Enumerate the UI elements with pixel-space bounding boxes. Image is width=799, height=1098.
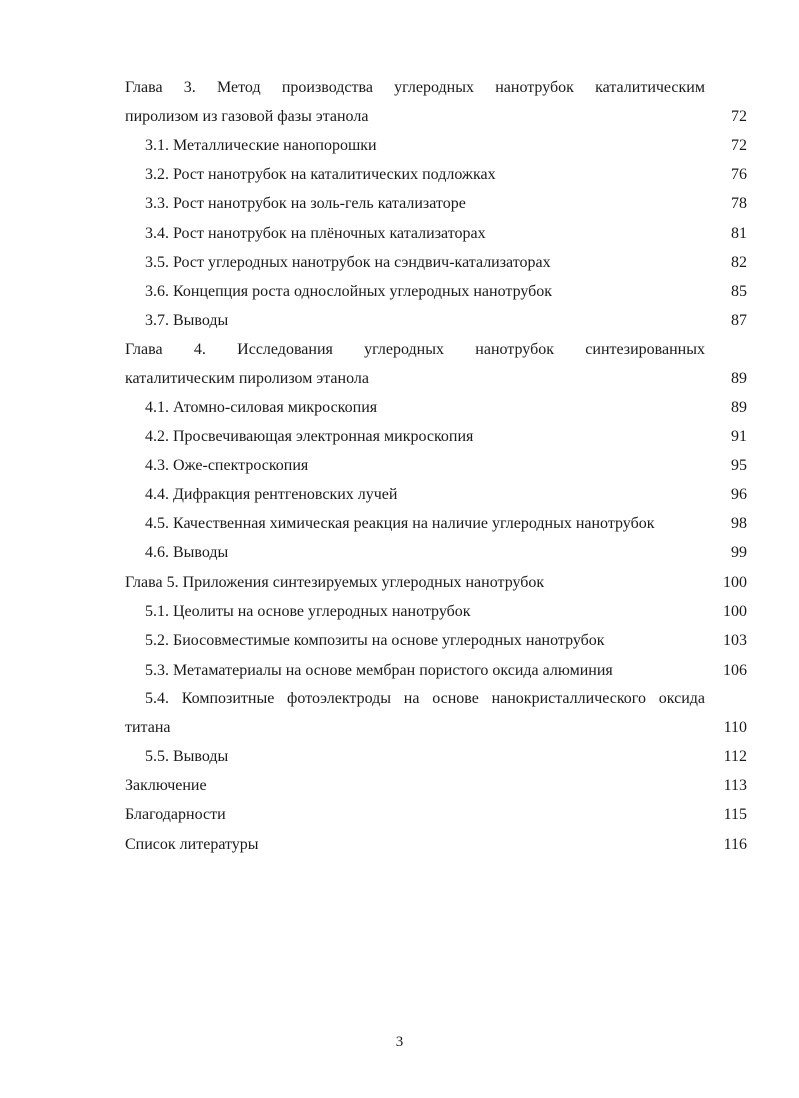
toc-entry-4-5 [145, 515, 747, 537]
toc-entry-3-2 [145, 166, 747, 188]
toc-entry-title: 5.1. Цеолиты на основе углеродных нанотрубок [145, 603, 471, 620]
toc-entry-5-4-page: 110 [723, 719, 747, 736]
chapter-5-page: 100 [723, 574, 747, 591]
toc-entry-5-5 [145, 748, 747, 770]
toc-entry-title: 4.1. Атомно-силовая микроскопия [145, 399, 378, 416]
toc-entry-page: 103 [723, 632, 747, 649]
toc-entry-title: 4.2. Просвечивающая электронная микроскопия [145, 428, 474, 445]
toc-entry-page: 100 [723, 603, 747, 620]
toc-entry-page: 98 [731, 515, 747, 532]
toc-entry-3-7 [145, 312, 747, 334]
toc-entry-title: 4.3. Оже-спектроскопия [145, 457, 309, 474]
toc-entry-4-3 [145, 457, 747, 479]
toc-entry-4-1 [145, 399, 747, 421]
toc-entry-3-6 [145, 283, 747, 305]
toc-entry-title: 4.6. Выводы [145, 544, 229, 561]
toc-entry-5-2 [145, 632, 747, 654]
toc-entry-title: 5.5. Выводы [145, 748, 229, 765]
toc-entry-page: 81 [731, 225, 747, 242]
toc-entry-title: 4.4. Дифракция рентгеновских лучей [145, 486, 398, 503]
toc-entry-title: 3.5. Рост углеродных нанотрубок на сэндвич-катализаторах [145, 254, 551, 271]
chapter-3-page: 72 [731, 108, 747, 125]
toc-entry-title: 3.1. Металлические нанопорошки [145, 137, 377, 154]
toc-entry-title: 5.2. Биосовместимые композиты на основе углеродных нанотрубок [145, 632, 605, 649]
chapter-3-title-line-2: пиролизом из газовой фазы этанола [125, 108, 369, 125]
toc-entry-4-6 [145, 544, 747, 566]
toc-entry-3-1 [145, 137, 747, 159]
chapter-4-title-line-1: Глава 4. Исследования углеродных нанотрубок синтезированных [125, 341, 705, 358]
toc-entry-3-3 [145, 195, 747, 217]
toc-entry-title: 3.6. Концепция роста однослойных углеродных нанотрубок [145, 283, 553, 300]
toc-entry-page: 96 [731, 486, 747, 503]
chapter-4-page: 89 [731, 370, 747, 387]
chapter-5-entry [125, 574, 747, 596]
toc-entry-5-3 [145, 662, 747, 684]
toc-entry-title: 3.2. Рост нанотрубок на каталитических подложках [145, 166, 496, 183]
toc-entry-page: 95 [731, 457, 747, 474]
chapter-3-title-line-1: Глава 3. Метод производства углеродных нанотрубок каталитическим [125, 79, 705, 96]
toc-entry-page: 116 [723, 836, 747, 853]
toc-entry-page: 113 [723, 777, 747, 794]
toc-entry-page: 115 [723, 806, 747, 823]
toc-entry-title: Благодарности [125, 806, 226, 823]
toc-entry-page: 91 [731, 428, 747, 445]
toc-entry-references [125, 836, 747, 858]
toc-entry-conclusion [125, 777, 747, 799]
toc-entry-4-2 [145, 428, 747, 450]
toc-entry-5-1 [145, 603, 747, 625]
toc-entry-title: 4.5. Качественная химическая реакция на наличие углеродных нанотрубок [145, 515, 655, 532]
toc-entry-5-4-line-1: 5.4. Композитные фотоэлектроды на основе нанокристаллического оксида [145, 690, 705, 707]
toc-entry-page: 89 [731, 399, 747, 416]
page-number: 3 [395, 1034, 404, 1050]
toc-entry-3-5 [145, 254, 747, 276]
toc-entry-acknowledgements [125, 806, 747, 828]
toc-entry-title: 3.3. Рост нанотрубок на золь-гель катализаторе [145, 195, 466, 212]
chapter-5-title: Глава 5. Приложения синтезируемых углеродных нанотрубок [125, 574, 545, 591]
toc-entry-page: 112 [723, 748, 747, 765]
toc-entry-page: 72 [731, 137, 747, 154]
toc-entry-page: 85 [731, 283, 747, 300]
toc-entry-title: Заключение [125, 777, 207, 794]
chapter-4-entry [125, 370, 747, 392]
toc-entry-title: 3.4. Рост нанотрубок на плёночных катализаторах [145, 225, 486, 242]
toc-entry-page: 82 [731, 254, 747, 271]
toc-entry-5-4 [125, 719, 747, 741]
toc-entry-3-4 [145, 225, 747, 247]
toc-entry-page: 87 [731, 312, 747, 329]
chapter-4-title-line-2: каталитическим пиролизом этанола [125, 370, 369, 387]
toc-entry-title: Список литературы [125, 836, 259, 853]
toc-entry-4-4 [145, 486, 747, 508]
toc-entry-page: 78 [731, 195, 747, 212]
toc-entry-5-4-line-2: титана [125, 719, 171, 736]
toc-entry-title: 5.3. Метаматериалы на основе мембран пористого оксида алюминия [145, 662, 613, 679]
toc-entry-title: 3.7. Выводы [145, 312, 229, 329]
chapter-3-entry [125, 108, 747, 130]
toc-entry-page: 106 [723, 662, 747, 679]
toc-entry-page: 76 [731, 166, 747, 183]
toc-entry-page: 99 [731, 544, 747, 561]
